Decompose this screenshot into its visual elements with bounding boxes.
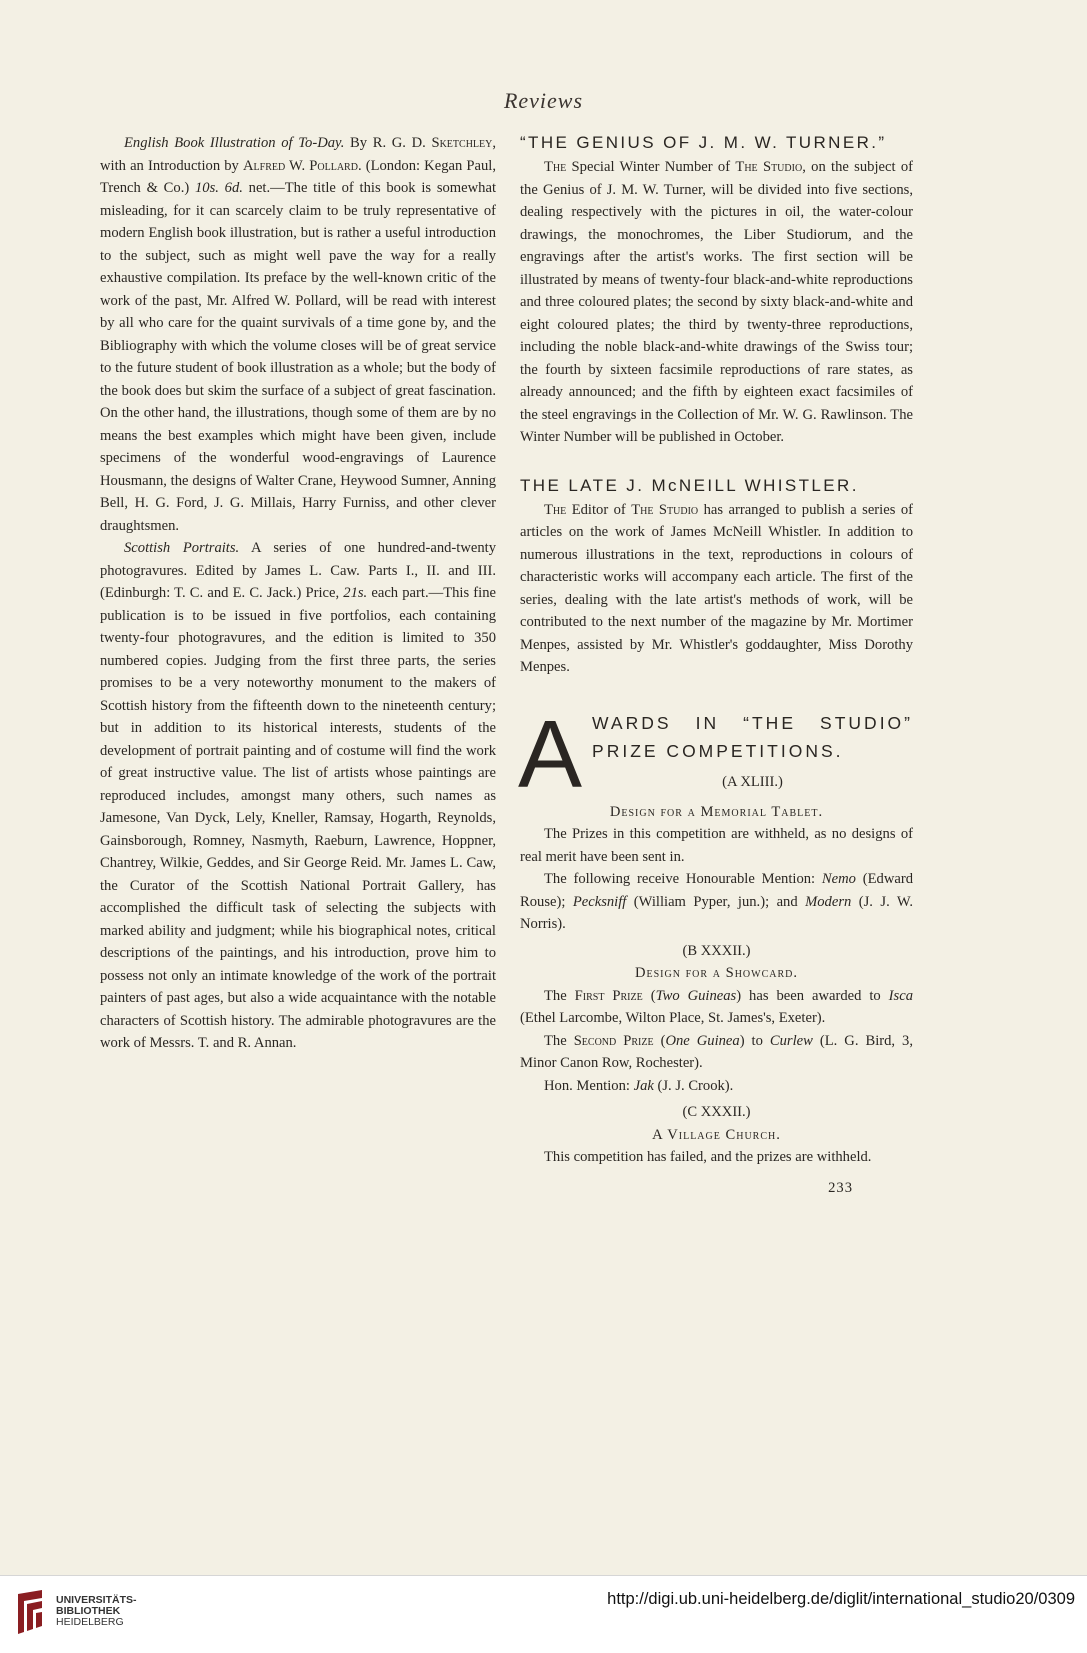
prize-label: First Prize	[574, 987, 643, 1004]
author-name: Sketchley	[431, 135, 493, 151]
left-column	[100, 132, 496, 1055]
library-logo-icon	[14, 1588, 48, 1645]
turner-heading: “THE GENIUS OF J. M. W. TURNER.”	[520, 133, 887, 152]
review-english-book-illustration	[100, 132, 496, 537]
whistler-paragraph	[520, 499, 913, 679]
text-run: Special Winter Number of	[566, 159, 736, 175]
review-scottish-portraits	[100, 537, 496, 1055]
running-head: Reviews	[503, 88, 584, 113]
competition-c-code: (C XXXII.)	[682, 1104, 751, 1120]
text-run: Hon. Mention:	[544, 1077, 634, 1094]
text-run: By R. G. D.	[344, 135, 432, 151]
competition-a-name: Design for a Memorial Tablet.	[609, 803, 824, 820]
text-run: (	[642, 987, 656, 1004]
page-number: 233	[828, 1179, 853, 1196]
competition-b-code: (B XXXII.)	[682, 942, 751, 959]
book-title: Scottish Portraits.	[124, 540, 240, 556]
source-url-link[interactable]: http://digi.ub.uni-heidelberg.de/diglit/international_studio20/0309	[607, 1590, 1075, 1608]
competition-b-name: Design for a Showcard.	[634, 965, 799, 981]
library-name-line: UNIVERSITÄTS-	[56, 1594, 137, 1606]
library-name	[56, 1595, 137, 1628]
text-run: The	[544, 987, 575, 1004]
awards-section	[518, 700, 913, 1200]
text-run: has arranged to publish a series of articles on the work of James McNeill Whistler. In addition to numerous illustrations in the text, reproductions in colours of characteristic works will accompany each article. The first of the series, dealing with the late artist's methods of work, will be contributed to the next number of the magazine by Mr. Mortimer Menpes, assisted by Mr. Whistler's goddaughter, Miss Dorothy Menpes.	[520, 501, 913, 675]
competition-b-mention	[520, 1075, 913, 1098]
drop-cap: A	[518, 700, 583, 808]
competition-a-text: The Prizes in this competition are withheld, as no designs of real merit have been sent in.	[520, 826, 913, 865]
competition-b-second-prize	[520, 1030, 913, 1075]
right-column	[520, 132, 913, 1199]
competition-a-code: (A XLIII.)	[722, 773, 783, 790]
entrant-pseudonym: Nemo	[821, 871, 856, 887]
spacer	[520, 449, 913, 475]
prize-amount: One Guinea	[665, 1032, 740, 1049]
text-run: each part.—This fine publication is to be issued in five portfolios, each containing twenty-four photogravures, and the edition is limited to 350 numbered copies. Judging from the first three parts, the series promises to be a very noteworthy monument to the makers of Scottish history from the fifteenth down to the nineteenth century; but in addition to its historical interests, students of the development of portrait painting and of costume will find the work of great instructive value. The list of artists whose paintings are reproduced includes, amongst many others, such names as Jamesone, Van Dyck, Lely, Kneller, Ramsay, Hogarth, Reynolds, Gainsborough, Romney, Nasmyth, Raeburn, Lawrence, Hoppner, Chantrey, Wilkie, Geddes, and Sir George Reid. Mr. James L. Caw, the Curator of the Scottish National Portrait Gallery, has accomplished the difficult task of selecting the subjects with marked ability and judgment; while his biographical notes, critical descriptions of the paintings, and his introduction, prove him to possess not only an intimate knowledge of the work of the portrait painters of past ages, but also a wide acquaintance with the notable characters of Scottish history. The admirable photogravures are the work of Messrs. T. and R. Annan.	[100, 585, 496, 1051]
text-run: Editor of	[566, 501, 632, 518]
text-run: A series of one hundred-and-twenty photogravures. Edited by James L. Caw. Parts I., II. and III. (Edinburgh: T. C. and E. C. Jack.) Price,	[100, 540, 496, 601]
library-name-line: HEIDELBERG	[56, 1616, 124, 1628]
text-run: (William Pyper, jun.); and	[626, 893, 806, 910]
price: 10s. 6d.	[194, 180, 243, 196]
text-run: (J. J. W. Norris).	[520, 893, 913, 932]
text-run: ) has been awarded to	[736, 987, 889, 1004]
magazine-name: The Studio	[735, 159, 803, 175]
author-name: Alfred W. Pollard	[242, 157, 358, 174]
prize-amount: Two Guineas	[655, 987, 737, 1004]
magazine-name: The Studio	[631, 501, 699, 518]
text-run: (J. J. Crook).	[653, 1077, 734, 1094]
entrant-pseudonym: Pecksniff	[572, 893, 627, 910]
turner-paragraph	[520, 156, 913, 449]
entrant-pseudonym: Isca	[888, 987, 913, 1004]
text-run: (Edward Rouse);	[520, 871, 913, 910]
footer-bar	[0, 1575, 1087, 1653]
text-run: The	[544, 159, 567, 175]
text-run: net.—The title of this book is somewhat misleading, for it can scarcely claim to be truly representative of modern English book illustration, but is rather a useful introduction to the subject, such as might well pave the way for a really exhaustive compilation. Its preface by the well-known critic of the work of the past, Mr. Alfred W. Pollard, will be read with interest by all who care for the quaint survivals of a time gone by, and the Bibliography with which the volume closes will be of great service to the future student of book illustration as a whole; but the body of the book does but skim the surface of a subject of great fascination. On the other hand, the illustrations, though some of them are by no means the best examples which might have been given, include specimens of the wonderful wood-engravings of Laurence Housmann, the designs of Walter Crane, Heywood Sumner, Anning Bell, H. G. Ford, J. G. Millais, Harry Furniss, and other clever draughtsmen.	[100, 180, 496, 534]
text-run: . (London: Kegan Paul, Trench & Co.)	[100, 157, 496, 196]
price: 21s.	[343, 585, 368, 601]
text-run: , on the subject of the Genius of J. M. W. Turner, will be divided into five sections, dealing respectively with the pictures in oil, the water-colour drawings, the monochromes, the Liber Studiorum, and the engravings after the artist's works. The first section will be illustrated by means of twenty-four black-and-white reproductions and three coloured plates; the second by sixty black-and-white and eight coloured plates; the third by twenty-three reproductions, including the noble black-and-white drawings of the Swiss tour; the fourth by sixteen facsimile reproductions of rare states, as already announced; and the fifth by eighteen exact facsimiles of the steel engravings in the Collection of Mr. W. G. Rawlinson. The Winter Number will be published in October.	[520, 159, 913, 445]
text-run: (Ethel Larcombe, Wilton Place, St. James's, Exeter).	[520, 1010, 826, 1026]
competition-c-text: This competition has failed, and the prizes are withheld.	[544, 1149, 872, 1165]
entrant-pseudonym: Jak	[633, 1077, 654, 1094]
text-run: , with an Introduction by	[100, 135, 497, 174]
text-run: ) to	[739, 1032, 770, 1049]
text-run: (	[653, 1032, 666, 1049]
competition-a-mentions	[520, 868, 913, 936]
prize-label: Second Prize	[573, 1032, 654, 1049]
text-run: The	[544, 1032, 574, 1049]
text-run: The following receive Honourable Mention:	[544, 871, 822, 887]
entrant-pseudonym: Modern	[805, 893, 852, 910]
book-title: English Book Illustration of To-Day.	[124, 135, 345, 151]
whistler-heading: THE LATE J. McNEILL WHISTLER.	[520, 475, 859, 495]
competition-c-name: A Village Church.	[652, 1126, 781, 1143]
entrant-pseudonym: Curlew	[769, 1032, 813, 1049]
library-name-line: BIBLIOTHEK	[56, 1605, 121, 1617]
awards-heading: WARDS IN “THE STUDIO” PRIZE COMPETITIONS.	[592, 712, 913, 761]
competition-b-first-prize	[520, 985, 913, 1030]
library-logo-svg	[14, 1588, 48, 1640]
text-run: (L. G. Bird, 3, Minor Canon Row, Rochester).	[520, 1032, 913, 1071]
text-run: The	[544, 501, 567, 518]
